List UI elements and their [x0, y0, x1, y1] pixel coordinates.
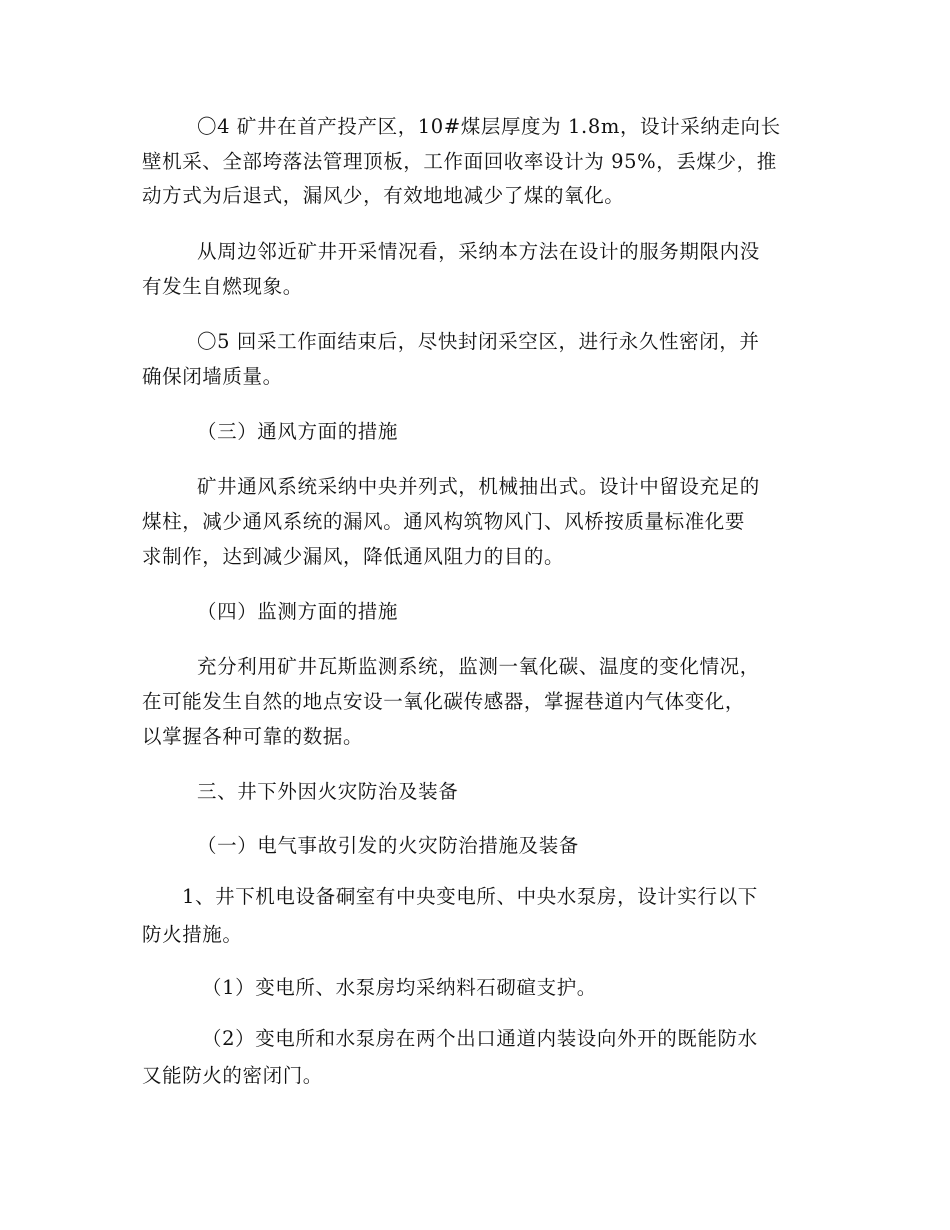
text-line: 有发生自燃现象。 [142, 275, 303, 298]
text-line: 确保闭墙质量。 [142, 365, 283, 388]
text-line: 壁机采、全部垮落法管理顶板，工作面回收率设计为 95%，丢煤少，推 [142, 150, 777, 173]
text-line: 防火措施。 [142, 923, 243, 946]
section-heading: （三）通风方面的措施 [197, 420, 399, 443]
text-line: 充分利用矿井瓦斯监测系统，监测一氧化碳、温度的变化情况， [197, 655, 760, 678]
text-line: （2）变电所和水泵房在两个出口通道内装设向外开的既能防水 [202, 1027, 758, 1050]
text-line: 〇4 矿井在首产投产区，10#煤层厚度为 1.8m，设计采纳走向长 [197, 115, 781, 138]
text-line: 〇5 回采工作面结束后，尽快封闭采空区，进行永久性密闭，并 [197, 330, 760, 353]
text-line: 动方式为后退式，漏风少，有效地地减少了煤的氧化。 [142, 184, 625, 207]
text-line: 从周边邻近矿井开采情况看，采纳本方法在设计的服务期限内没 [197, 240, 760, 263]
text-line: 以掌握各种可靠的数据。 [142, 725, 364, 748]
section-heading: （一）电气事故引发的火灾防治措施及装备 [197, 834, 579, 857]
text-line: 在可能发生自然的地点安设一氧化碳传感器，掌握巷道内气体变化， [142, 690, 746, 713]
text-line: （1）变电所、水泵房均采纳料石砌碹支护。 [202, 976, 597, 999]
text-line: 又能防火的密闭门。 [142, 1064, 323, 1087]
text-line: 煤柱，减少通风系统的漏风。通风构筑物风门、风桥按质量标准化要 [142, 510, 746, 533]
text-line: 求制作，达到减少漏风，降低通风阻力的目的。 [142, 545, 565, 568]
text-line: 1、井下机电设备硐室有中央变电所、中央水泵房，设计实行以下 [182, 885, 758, 908]
section-heading: （四）监测方面的措施 [197, 600, 399, 623]
text-line: 矿井通风系统采纳中央并列式，机械抽出式。设计中留设充足的 [197, 475, 760, 498]
section-heading: 三、井下外因火灾防治及装备 [197, 780, 459, 803]
